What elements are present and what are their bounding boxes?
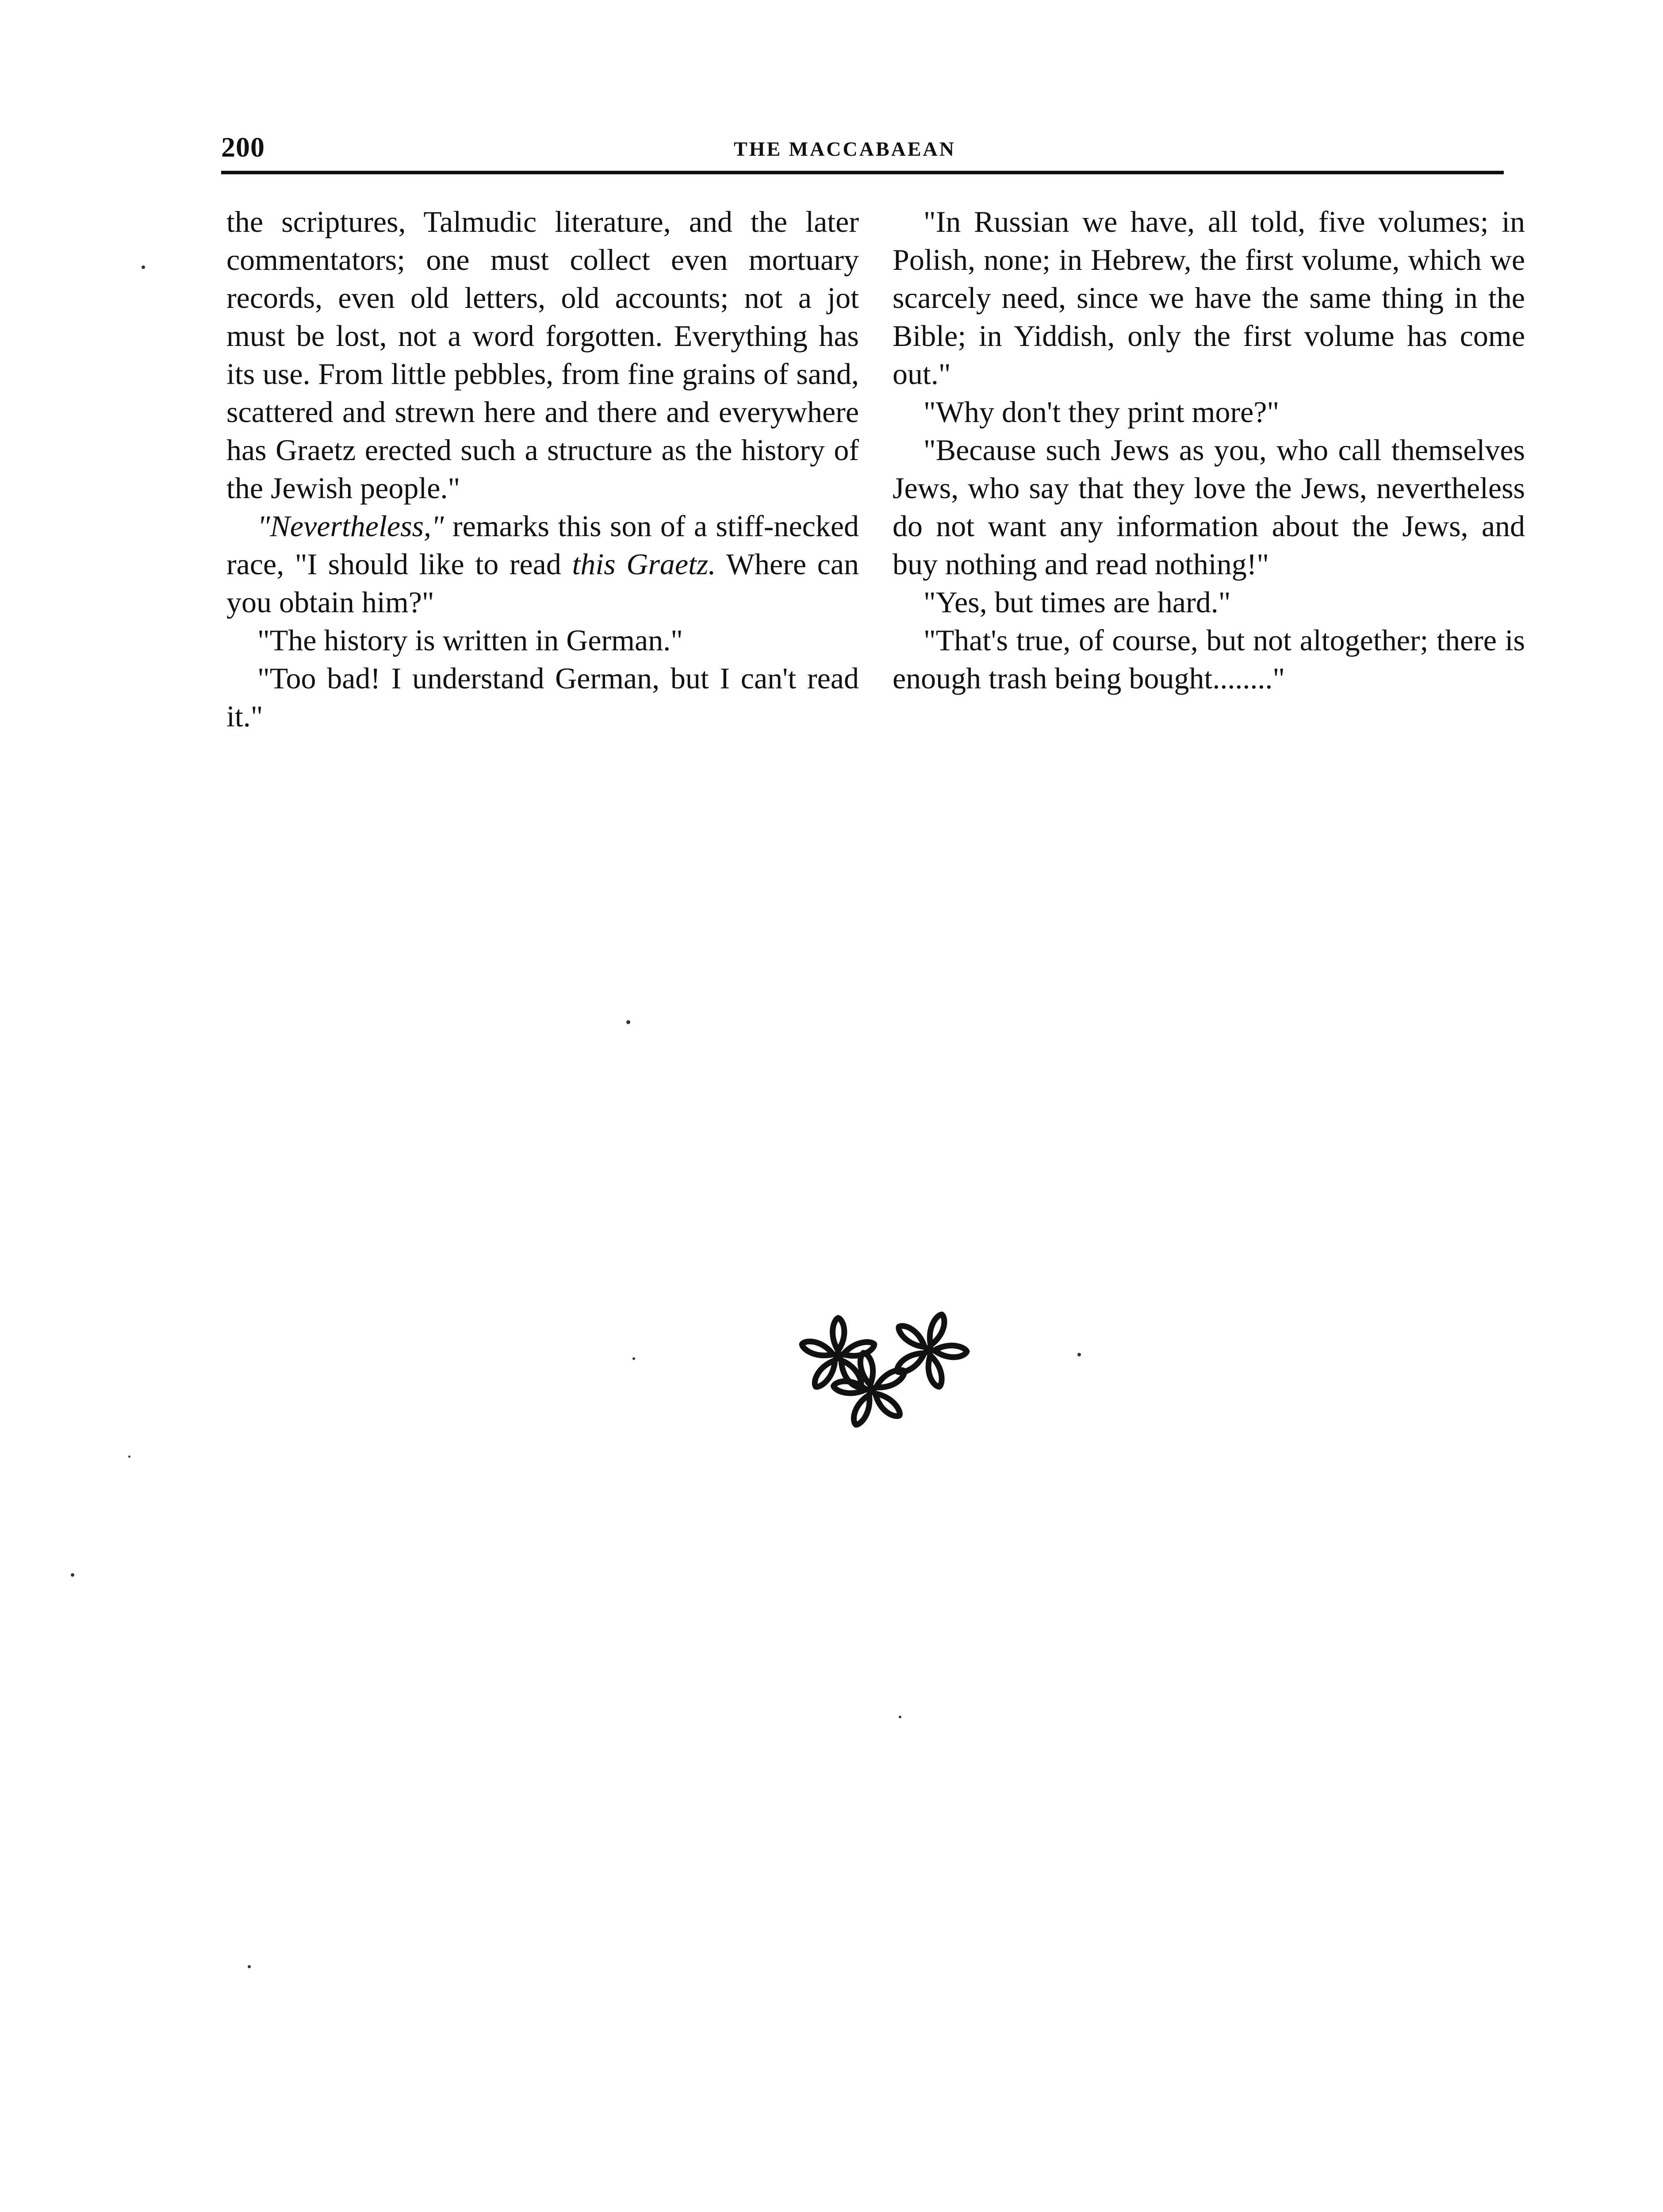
left-paragraph-2 xyxy=(226,507,859,621)
print-speck xyxy=(248,1965,251,1968)
italic-this-graetz: this Graetz. xyxy=(572,547,716,581)
print-speck xyxy=(899,1716,901,1718)
left-paragraph-1: the scriptures, Talmudic literature, and the later commentators; one must collect even mortuary records, even old letters, old accounts; not a jot must be lost, not a word forgotten. Everything has its use. From little pebbles, from fine grains of sand, scattered and strewn here and there and everywhere has Graetz erected such a structure as the history of the Jewish people." xyxy=(226,205,859,505)
print-speck xyxy=(632,1357,635,1360)
left-paragraph-3: "The history is written in German." xyxy=(257,623,683,657)
right-paragraph-5: "That's true, of course, but not altogether; there is enough trash being bought........" xyxy=(893,623,1525,695)
print-speck xyxy=(128,1455,130,1458)
print-speck xyxy=(71,1573,74,1577)
page-number: 200 xyxy=(221,131,265,163)
right-paragraph-1: "In Russian we have, all told, five volumes; in Polish, none; in Hebrew, the first volume, which we scarcely need, since we have the same thing in the Bible; in Yiddish, only the first volume has come out." xyxy=(893,205,1525,391)
left-paragraph-4: "Too bad! I understand German, but I can't read it." xyxy=(226,661,859,733)
left-column xyxy=(226,203,859,735)
right-paragraph-3: "Because such Jews as you, who call themselves Jews, who say that they love the Jews, nevertheless do not want any information about the Jews, and buy nothing and read nothing!" xyxy=(893,433,1525,581)
running-title: THE MACCABAEAN xyxy=(734,138,956,160)
three-flowers-ornament-icon xyxy=(778,1296,991,1447)
left-paragraph-2-tail: Where can you obtain him?" xyxy=(226,547,859,619)
print-speck xyxy=(1077,1353,1081,1356)
flower-petal-icon xyxy=(833,1318,844,1351)
right-paragraph-4: "Yes, but times are hard." xyxy=(923,585,1231,619)
right-paragraph-2: "Why don't they print more?" xyxy=(923,395,1280,429)
left-paragraph-2-mid: remarks this son of a stiff-necked race, "I should like to read xyxy=(226,509,859,581)
header-rule xyxy=(221,171,1504,174)
print-speck xyxy=(142,265,145,269)
right-column xyxy=(893,203,1525,697)
italic-nevertheless: "Nevertheless," xyxy=(257,509,444,543)
print-speck xyxy=(626,1020,630,1024)
